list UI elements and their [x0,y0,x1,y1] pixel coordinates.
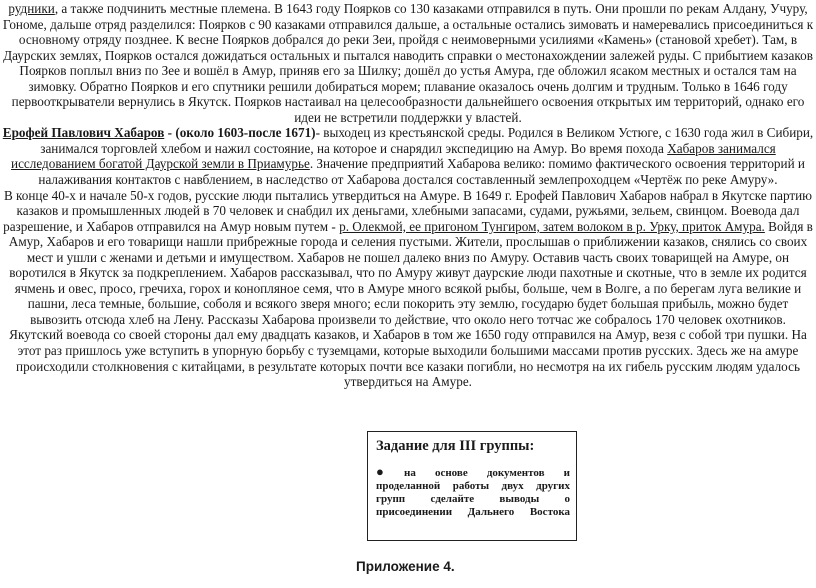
khabarov-intro-text-2: . Значение предприятий Хабарова велико: помимо фактического освоения территорий и налаживания контактов с навблением, в наследство от Хабарова достался составленный землепроходцем «Чертёж по реке Амуру». [38,156,805,188]
bullet-icon: ● [376,464,384,479]
expedition-text-1: В конце 40-х и начале 50-х годов, русские люди пытались утвердиться на Амуре. В 1649 г. Ерофей Павлович Хабаров набрал в Якутске партию казаков и промышленных людей в 70 человек и снабдил их деньгами, хлебными запасами, судами, ружьями, зельем, свинцом. Воевода дал разрешение, и Хабаров отправился на Амур новым путем - [3,187,813,234]
task-body [376,465,570,519]
document-body [2,1,814,390]
task-box [367,431,577,541]
paragraph-poyarkov [2,1,814,125]
link-daurian-land[interactable]: Хабаров занимался исследованием богатой Даурской земли в Приамурье [11,140,776,172]
paragraph-khabarov-expedition [2,188,814,390]
khabarov-name[interactable]: Ерофей Павлович Хабаров [2,125,165,141]
paragraph-khabarov-intro [2,125,814,187]
task-title: Задание для III группы: [376,438,535,454]
appendix-label: Приложение 4. [356,559,455,574]
khabarov-intro-text-1: - выходец из крестьянской среды. Родился в Великом Устюге, с 1630 года жил в Сибири, занимался торговлей хлебом и нажил состояние, на которое и снарядил экспедицию на Амур. Во время похода [40,125,814,156]
task-text: на основе документов и проделанной работы двух других групп сделайте выводы о присоединении Дальнего Востока [376,467,570,518]
link-olekma-route[interactable]: р. Олекмой, ее пригоном Тунгиром, затем волоком в р. Урку, приток Амура. [339,218,765,234]
paragraph-poyarkov-text: , а также подчинить местные племена. В 1643 году Поярков со 130 казаками отправился в путь. Они прошли по рекам Алдану, Учуру, Гономе, дальше отряд разделился: Поярков с 90 казаками отправился дальше, а остальные остались зимовать и намеревались присоединиться к основному отряду позднее. К весне Поярков добрался до реки Зеи, пройдя с неимоверными усилиями «Камень» (становой хребет). Там, в Даурских землях, Поярков остался дожидаться остальных и пытался наводить справки о местонахождении залежей руды. С прибытием казаков Поярков поплыл вниз по Зее и вошёл в Амур, приняв его за Шилку; дошёл до устья Амура, где обложил ясаком местных и остался там на зимовку. Обратно Поярков и его спутники решили добираться морем; плавание оказалось очень долгим и трудным. Только в 1646 году первооткрыватели вернулись в Якутск. Поярков настаивал на целесообразности дальнейшего освоения открытых им территорий, однако его идеи не встретили поддержки у властей. [2,1,814,125]
khabarov-dates: - (около 1603-после 1671) [164,125,316,141]
link-rudniki[interactable]: рудники [8,1,55,16]
expedition-text-2: Войдя в Амур, Хабаров и его товарищи нашли прибрежные города и селения пустыми. Жители, прослышав о приближении казаков, снялись со своих мест и ушли с женами и детьми и имуществом. Хабаров не пошел далеко вниз по Амуру. Оставив часть своих товарищей на Амуре, он воротился в Якутск за подкреплением. Хабаров рассказывал, что по Амуру живут даурские люди пахотные и скотные, что в земле их родится ячмень и овес, просо, гречиха, горох и конопляное семя, что в Амуре много всякой рыбы, больше, чем в Волге, а по берегам луга великие и пашни, леса темные, большие, соболя и всякого зверя много; если покорить эту землю, государю будет большая прибыль, можно будет вывозить отсюда хлеб на Лену. Рассказы Хабарова произвели то действие, что около него тотчас же собралось 170 человек охотников. Якутский воевода со своей стороны дал ему двадцать казаков, и Хабаров в том же 1650 году отправился на Амур, везя с собой три пушки. На этот раз пришлось уже вступить в упорную борьбу с туземцами, которые выходили большими массами против русских. Здесь же на амуре происходили столкновения с китайцами, в результате которых почти все казаки погибли, но несмотря на их гибель русским людям удалось утвердиться на Амуре. [8,218,813,390]
